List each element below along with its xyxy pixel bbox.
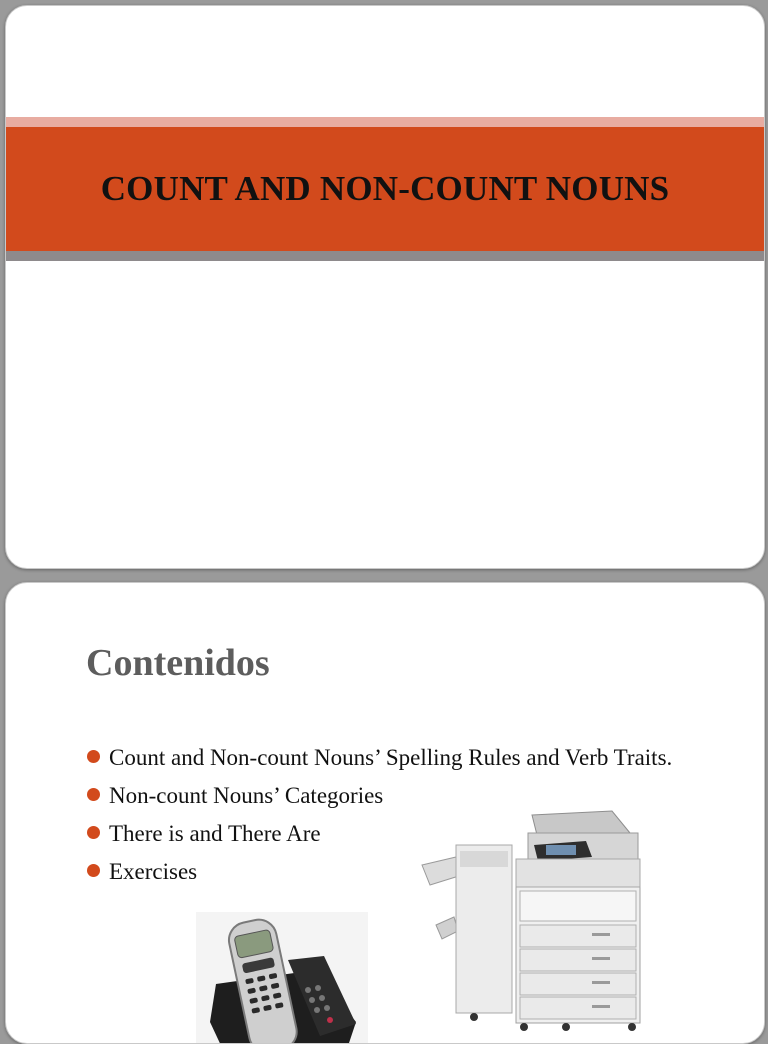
bullet-dot-icon [87, 750, 100, 763]
bullet-dot-icon [87, 788, 100, 801]
bullet-dot-icon [87, 864, 100, 877]
list-item [86, 741, 736, 774]
pink-accent-stripe [6, 117, 764, 127]
contents-slide [5, 582, 765, 1044]
title-slide [5, 5, 765, 569]
cordless-phone-image [196, 912, 368, 1044]
list-item-text: Non-count Nouns’ Categories [109, 783, 384, 808]
list-item-text: Exercises [109, 859, 198, 884]
contents-heading: Contenidos [86, 642, 270, 684]
title-band [6, 127, 764, 251]
cordless-phone-icon [196, 912, 368, 1044]
list-item-text: Count and Non-count Nouns’ Spelling Rules and Verb Traits. [109, 745, 673, 770]
slide-title: COUNT AND NON-COUNT NOUNS [100, 169, 670, 208]
bullet-dot-icon [87, 826, 100, 839]
photocopier-icon [416, 805, 648, 1035]
list-item-text: There is and There Are [109, 821, 321, 846]
gray-accent-stripe [6, 251, 764, 261]
